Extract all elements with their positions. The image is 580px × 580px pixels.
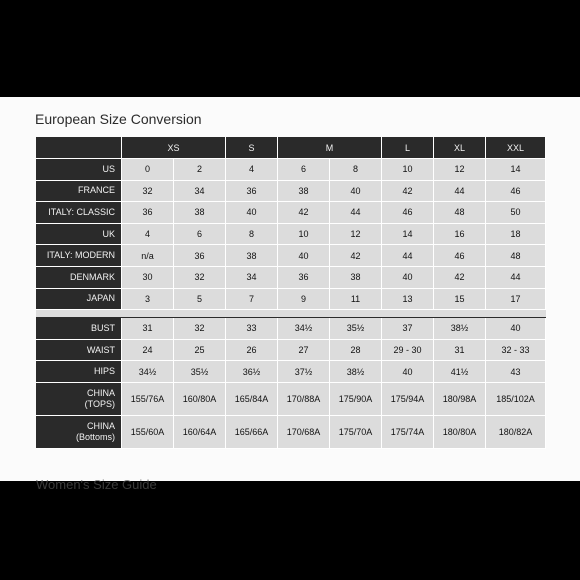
size-value-cell: 12: [330, 224, 382, 246]
size-value-cell: 34½: [122, 361, 174, 383]
row-label: DENMARK: [36, 267, 122, 289]
size-value-cell: 12: [434, 159, 486, 181]
size-conversion-table: [36, 137, 546, 449]
size-value-cell: 40: [278, 245, 330, 267]
size-value-cell: 34½: [278, 318, 330, 340]
size-value-cell: 7: [226, 289, 278, 311]
size-header-xl: XL: [434, 137, 486, 159]
size-value-cell: 40: [382, 267, 434, 289]
size-value-cell: 28: [330, 340, 382, 362]
size-value-cell: 13: [382, 289, 434, 311]
size-value-cell: 14: [382, 224, 434, 246]
size-value-cell: 46: [382, 202, 434, 224]
size-value-cell: 36: [278, 267, 330, 289]
row-label: ITALY: MODERN: [36, 245, 122, 267]
next-section-heading: Women's Size Guide: [36, 477, 157, 492]
size-value-cell: 180/98A: [434, 383, 486, 416]
size-value-cell: 10: [382, 159, 434, 181]
size-value-cell: 38: [278, 181, 330, 203]
measurement-row: [36, 361, 546, 383]
size-value-cell: 170/88A: [278, 383, 330, 416]
page-title: European Size Conversion: [35, 111, 202, 127]
size-value-cell: 5: [174, 289, 226, 311]
size-header-s: S: [226, 137, 278, 159]
size-value-cell: 25: [174, 340, 226, 362]
size-value-cell: 11: [330, 289, 382, 311]
size-value-cell: 38: [226, 245, 278, 267]
size-value-cell: 175/94A: [382, 383, 434, 416]
row-label: FRANCE: [36, 181, 122, 203]
china-tops-row: [36, 383, 546, 416]
size-value-cell: 32: [122, 181, 174, 203]
size-value-cell: 31: [122, 318, 174, 340]
size-value-cell: 33: [226, 318, 278, 340]
size-value-cell: 44: [486, 267, 546, 289]
size-header-xxl: XXL: [486, 137, 546, 159]
size-row: [36, 159, 546, 181]
size-value-cell: 38½: [434, 318, 486, 340]
measurement-row: [36, 318, 546, 340]
row-label: ITALY: CLASSIC: [36, 202, 122, 224]
size-value-cell: 36: [122, 202, 174, 224]
size-value-cell: 4: [226, 159, 278, 181]
size-value-cell: 44: [434, 181, 486, 203]
size-row: [36, 181, 546, 203]
size-value-cell: 14: [486, 159, 546, 181]
row-label: WAIST: [36, 340, 122, 362]
row-label-line: (TOPS): [84, 398, 115, 409]
size-value-cell: 31: [434, 340, 486, 362]
size-value-cell: 40: [330, 181, 382, 203]
size-value-cell: 2: [174, 159, 226, 181]
size-value-cell: 38: [174, 202, 226, 224]
size-value-cell: 24: [122, 340, 174, 362]
row-label: JAPAN: [36, 289, 122, 311]
size-row: [36, 245, 546, 267]
size-value-cell: 27: [278, 340, 330, 362]
size-value-cell: 42: [330, 245, 382, 267]
size-value-cell: 17: [486, 289, 546, 311]
section-divider: [36, 310, 546, 318]
size-value-cell: 160/80A: [174, 383, 226, 416]
row-label-line: (Bottoms): [75, 431, 115, 442]
size-value-cell: 36: [174, 245, 226, 267]
size-value-cell: 4: [122, 224, 174, 246]
size-value-cell: 36: [226, 181, 278, 203]
size-row: [36, 267, 546, 289]
size-value-cell: 40: [382, 361, 434, 383]
size-value-cell: 43: [486, 361, 546, 383]
size-row: [36, 224, 546, 246]
row-label: [36, 383, 122, 416]
size-value-cell: 34: [174, 181, 226, 203]
size-value-cell: 175/90A: [330, 383, 382, 416]
size-value-cell: 8: [226, 224, 278, 246]
size-row: [36, 289, 546, 311]
size-chart-photo: [0, 97, 580, 492]
size-header-row: [36, 137, 546, 159]
size-value-cell: 155/76A: [122, 383, 174, 416]
size-value-cell: 32: [174, 318, 226, 340]
size-value-cell: 0: [122, 159, 174, 181]
size-value-cell: 37½: [278, 361, 330, 383]
size-value-cell: 40: [486, 318, 546, 340]
size-value-cell: 38: [330, 267, 382, 289]
size-value-cell: 46: [434, 245, 486, 267]
size-value-cell: 16: [434, 224, 486, 246]
size-value-cell: n/a: [122, 245, 174, 267]
size-value-cell: 29 - 30: [382, 340, 434, 362]
size-value-cell: 8: [330, 159, 382, 181]
size-value-cell: 6: [278, 159, 330, 181]
size-value-cell: 34: [226, 267, 278, 289]
size-value-cell: 155/60A: [122, 416, 174, 449]
size-value-cell: 32 - 33: [486, 340, 546, 362]
size-value-cell: 41½: [434, 361, 486, 383]
size-value-cell: 35½: [174, 361, 226, 383]
size-value-cell: 9: [278, 289, 330, 311]
size-value-cell: 38½: [330, 361, 382, 383]
size-value-cell: 48: [434, 202, 486, 224]
divider-cell: [36, 310, 546, 318]
row-label-line: CHINA: [86, 420, 115, 431]
size-value-cell: 50: [486, 202, 546, 224]
size-value-cell: 175/70A: [330, 416, 382, 449]
row-label-line: CHINA: [86, 387, 115, 398]
size-value-cell: 46: [486, 181, 546, 203]
measurement-row: [36, 340, 546, 362]
china-bottoms-row: [36, 416, 546, 449]
row-label: [36, 416, 122, 449]
size-row: [36, 202, 546, 224]
size-value-cell: 165/84A: [226, 383, 278, 416]
size-value-cell: 30: [122, 267, 174, 289]
size-value-cell: 6: [174, 224, 226, 246]
size-value-cell: 42: [382, 181, 434, 203]
size-value-cell: 18: [486, 224, 546, 246]
size-value-cell: 44: [330, 202, 382, 224]
size-value-cell: 48: [486, 245, 546, 267]
size-value-cell: 40: [226, 202, 278, 224]
size-value-cell: 32: [174, 267, 226, 289]
size-value-cell: 160/64A: [174, 416, 226, 449]
size-value-cell: 10: [278, 224, 330, 246]
size-value-cell: 42: [278, 202, 330, 224]
size-value-cell: 185/102A: [486, 383, 546, 416]
size-header-l: L: [382, 137, 434, 159]
header-corner: [36, 137, 122, 159]
row-label: US: [36, 159, 122, 181]
size-value-cell: 165/66A: [226, 416, 278, 449]
size-value-cell: 15: [434, 289, 486, 311]
size-value-cell: 36½: [226, 361, 278, 383]
size-value-cell: 3: [122, 289, 174, 311]
size-value-cell: 44: [382, 245, 434, 267]
size-value-cell: 180/82A: [486, 416, 546, 449]
size-header-m: M: [278, 137, 382, 159]
size-value-cell: 42: [434, 267, 486, 289]
size-value-cell: 180/80A: [434, 416, 486, 449]
size-value-cell: 26: [226, 340, 278, 362]
size-header-xs: XS: [122, 137, 226, 159]
row-label: HIPS: [36, 361, 122, 383]
size-value-cell: 35½: [330, 318, 382, 340]
size-value-cell: 170/68A: [278, 416, 330, 449]
size-value-cell: 175/74A: [382, 416, 434, 449]
size-value-cell: 37: [382, 318, 434, 340]
row-label: BUST: [36, 318, 122, 340]
row-label: UK: [36, 224, 122, 246]
